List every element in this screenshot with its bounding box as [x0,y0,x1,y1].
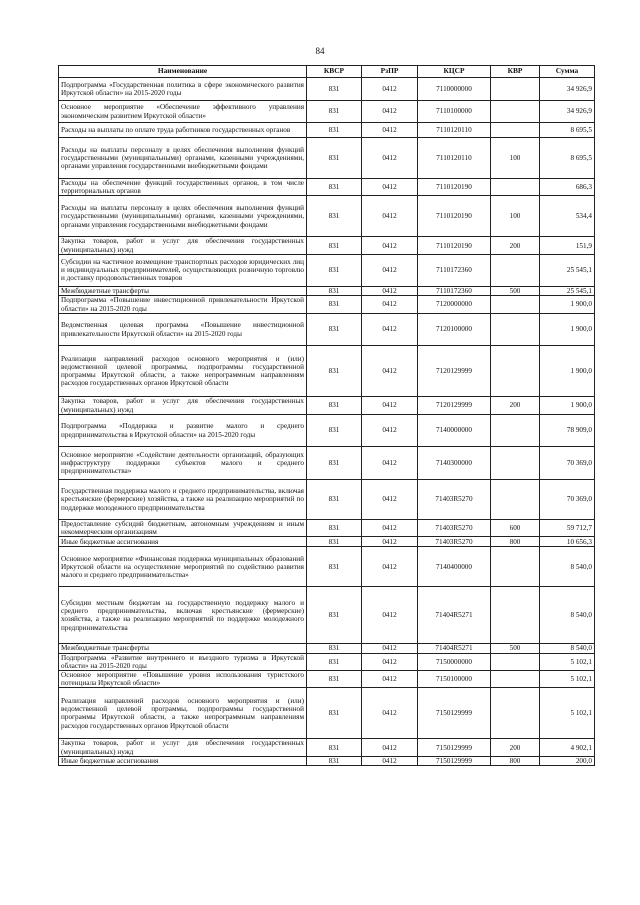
cell-name: Межбюджетные трансферты [59,644,307,653]
cell-kvsr: 831 [307,480,362,520]
cell-rzpr: 0412 [362,671,418,688]
cell-kcsr: 7110120190 [418,179,491,196]
cell-name: Основное мероприятие «Обеспечение эффективного управления экономическим развитием Иркутской области» [59,101,307,123]
cell-kvr [491,587,540,644]
cell-kvsr: 831 [307,314,362,346]
cell-rzpr: 0412 [362,739,418,756]
cell-name: Расходы на выплаты персоналу в целях обеспечения выполнения функций государственными (муниципальными) органами, казенными учреждениями, органами управления государственными внебюджетными фондами [59,196,307,237]
cell-sum: 34 926,9 [540,101,595,123]
cell-kvsr: 831 [307,237,362,254]
cell-kvsr: 831 [307,671,362,688]
cell-rzpr: 0412 [362,196,418,237]
cell-name: Основное мероприятие «Повышение уровня использования туристского потенциала Иркутской области» [59,671,307,688]
cell-kvr [491,254,540,286]
cell-kvsr: 831 [307,587,362,644]
cell-rzpr: 0412 [362,537,418,547]
cell-kvsr: 831 [307,415,362,447]
cell-sum: 8 540,0 [540,644,595,653]
cell-name: Подпрограмма «Повышение инвестиционной привлекательности Иркутской области» на 2015-2020 годы [59,296,307,314]
cell-kvr [491,179,540,196]
cell-sum: 70 369,0 [540,447,595,480]
table-row [59,314,595,346]
cell-sum: 59 712,7 [540,520,595,537]
cell-sum: 34 926,9 [540,78,595,101]
cell-kcsr: 7120000000 [418,296,491,314]
cell-sum: 8 695,5 [540,123,595,138]
cell-kvr: 200 [491,237,540,254]
cell-sum: 1 900,0 [540,314,595,346]
cell-kvr: 800 [491,537,540,547]
cell-kcsr: 7110120190 [418,237,491,254]
cell-kcsr: 7150129999 [418,739,491,756]
cell-kcsr: 7110000000 [418,78,491,101]
cell-rzpr: 0412 [362,415,418,447]
cell-kvsr: 831 [307,179,362,196]
cell-sum: 8 540,0 [540,587,595,644]
cell-kvr: 200 [491,397,540,415]
cell-kvr [491,688,540,739]
cell-kvsr: 831 [307,286,362,295]
cell-kcsr: 71403R5270 [418,520,491,537]
cell-rzpr: 0412 [362,397,418,415]
cell-kvr: 100 [491,138,540,179]
cell-kvr: 500 [491,644,540,653]
cell-sum: 5 102,1 [540,653,595,670]
table-row [59,397,595,415]
cell-rzpr: 0412 [362,123,418,138]
cell-name: Основное мероприятие «Содействие деятельности организаций, образующих инфраструктуру поддержки субъектов малого и среднего предпринимательства» [59,447,307,480]
cell-name: Реализация направлений расходов основного мероприятия и (или) ведомственной целевой программы, подпрограммы государственной программы Иркутской области, а также непрограммным направлениям расходов государственных органов Иркутской области [59,688,307,739]
table-row [59,415,595,447]
cell-kcsr: 7120129999 [418,397,491,415]
budget-table [58,65,595,766]
cell-sum: 686,3 [540,179,595,196]
cell-sum: 5 102,1 [540,688,595,739]
cell-kcsr: 7110120110 [418,123,491,138]
cell-kcsr: 71404R5271 [418,587,491,644]
cell-kvr [491,296,540,314]
table-body [59,78,595,766]
cell-sum: 70 369,0 [540,480,595,520]
cell-name: Иные бюджетные ассигнования [59,537,307,547]
table-row [59,346,595,397]
cell-rzpr: 0412 [362,101,418,123]
cell-sum: 151,9 [540,237,595,254]
table-row [59,480,595,520]
cell-rzpr: 0412 [362,237,418,254]
cell-kvr [491,123,540,138]
cell-name: Межбюджетные трансферты [59,286,307,295]
page-number: 84 [315,46,325,56]
cell-kvsr: 831 [307,138,362,179]
cell-name: Иные бюджетные ассигнования [59,756,307,765]
cell-rzpr: 0412 [362,447,418,480]
table-row [59,447,595,480]
cell-kcsr: 71404R5271 [418,644,491,653]
cell-name: Субсидии местным бюджетам на государственную поддержку малого и среднего предпринимательства, включая крестьянские (фермерские) хозяйства, а также на реализацию мероприятий по поддержке молодежного предпринимательства [59,587,307,644]
cell-rzpr: 0412 [362,688,418,739]
cell-sum: 25 545,1 [540,286,595,295]
table-row [59,739,595,756]
cell-rzpr: 0412 [362,138,418,179]
cell-rzpr: 0412 [362,480,418,520]
cell-kvr [491,671,540,688]
cell-kvsr: 831 [307,520,362,537]
cell-kvr: 600 [491,520,540,537]
table-row [59,671,595,688]
cell-kvsr: 831 [307,547,362,587]
cell-name: Расходы на выплаты персоналу в целях обеспечения выполнения функций государственными (муниципальными) органами, казенными учреждениями, органами управления государственными внебюджетными фондами [59,138,307,179]
cell-name: Подпрограмма «Поддержка и развитие малого и среднего предпринимательства в Иркутской области» на 2015-2020 годы [59,415,307,447]
header-kvr: КВР [491,66,540,78]
cell-kvsr: 831 [307,537,362,547]
cell-kvsr: 831 [307,78,362,101]
table-row [59,78,595,101]
cell-kcsr: 7140400000 [418,547,491,587]
cell-kcsr: 7110100000 [418,101,491,123]
cell-name: Закупка товаров, работ и услуг для обеспечения государственных (муниципальных) нужд [59,739,307,756]
cell-rzpr: 0412 [362,179,418,196]
cell-rzpr: 0412 [362,314,418,346]
table-header [59,66,595,78]
header-name: Наименование [59,66,307,78]
table-row [59,254,595,286]
cell-name: Подпрограмма «Государственная политика в сфере экономического развития Иркутской области» на 2015-2020 годы [59,78,307,101]
cell-sum: 1 900,0 [540,296,595,314]
table-row [59,296,595,314]
table-row [59,179,595,196]
table-row [59,688,595,739]
cell-name: Расходы на обеспечение функций государственных органов, в том числе территориальных органов [59,179,307,196]
cell-kvsr: 831 [307,101,362,123]
cell-kcsr: 7110172360 [418,286,491,295]
cell-kcsr: 7150129999 [418,756,491,765]
cell-kvsr: 831 [307,397,362,415]
table-row [59,756,595,765]
cell-sum: 8 695,5 [540,138,595,179]
cell-kcsr: 7140000000 [418,415,491,447]
cell-sum: 1 900,0 [540,397,595,415]
cell-name: Государственная поддержка малого и среднего предпринимательства, включая крестьянские (фермерские) хозяйства, а также на реализацию мероприятий по поддержке молодежного предпринимательства [59,480,307,520]
cell-kvsr: 831 [307,653,362,670]
cell-kvr [491,415,540,447]
header-kcsr: КЦСР [418,66,491,78]
table-row [59,587,595,644]
cell-kvr [491,653,540,670]
cell-rzpr: 0412 [362,653,418,670]
cell-kcsr: 7120100000 [418,314,491,346]
cell-sum: 200,0 [540,756,595,765]
cell-sum: 1 900,0 [540,346,595,397]
cell-kvsr: 831 [307,346,362,397]
cell-kvr [491,346,540,397]
cell-name: Закупка товаров, работ и услуг для обеспечения государственных (муниципальных) нужд [59,397,307,415]
cell-kvr [491,78,540,101]
cell-sum: 8 540,0 [540,547,595,587]
cell-kvr [491,314,540,346]
cell-sum: 78 909,0 [540,415,595,447]
cell-kcsr: 7150129999 [418,688,491,739]
cell-rzpr: 0412 [362,346,418,397]
header-sum: Сумма [540,66,595,78]
cell-sum: 534,4 [540,196,595,237]
cell-rzpr: 0412 [362,254,418,286]
table-row [59,237,595,254]
cell-kvr [491,480,540,520]
cell-kvsr: 831 [307,756,362,765]
cell-rzpr: 0412 [362,547,418,587]
cell-name: Предоставление субсидий бюджетным, автономным учреждениям и иным некоммерческим организациям [59,520,307,537]
table-row [59,653,595,670]
cell-kvr: 800 [491,756,540,765]
cell-kcsr: 7110120190 [418,196,491,237]
table-row [59,537,595,547]
cell-kvr [491,447,540,480]
cell-rzpr: 0412 [362,520,418,537]
cell-kvsr: 831 [307,123,362,138]
cell-kvsr: 831 [307,739,362,756]
cell-name: Субсидии на частичное возмещение транспортных расходов юридических лиц и индивидуальных предпринимателей, осуществляющих розничную торговлю и доставку продовольственных товаров [59,254,307,286]
table-row [59,286,595,295]
cell-rzpr: 0412 [362,644,418,653]
cell-name: Закупка товаров, работ и услуг для обеспечения государственных (муниципальных) нужд [59,237,307,254]
cell-rzpr: 0412 [362,78,418,101]
cell-kvr: 200 [491,739,540,756]
table-row [59,644,595,653]
table-row [59,547,595,587]
cell-name: Подпрограмма «Развитие внутреннего и въездного туризма в Иркутской области» на 2015-2020 годы [59,653,307,670]
cell-kcsr: 7140300000 [418,447,491,480]
table-row [59,196,595,237]
cell-name: Основное мероприятие «Финансовая поддержка муниципальных образований Иркутской области на осуществление мероприятий по содействию развития малого и среднего предпринимательства» [59,547,307,587]
header-row [59,66,595,78]
cell-kvsr: 831 [307,447,362,480]
cell-rzpr: 0412 [362,286,418,295]
cell-kvsr: 831 [307,296,362,314]
cell-name: Реализация направлений расходов основного мероприятия и (или) ведомственной целевой программы, подпрограммы государственной программы Иркутской области, а также непрограммным направлениям расходов государственных органов Иркутской области [59,346,307,397]
header-rzpr: РзПР [362,66,418,78]
table-row [59,101,595,123]
table-row [59,123,595,138]
cell-kvsr: 831 [307,254,362,286]
cell-kvr [491,101,540,123]
cell-name: Ведомственная целевая программа «Повышение инвестиционной привлекательности Иркутской области» на 2015-2020 годы [59,314,307,346]
cell-rzpr: 0412 [362,587,418,644]
cell-kvsr: 831 [307,644,362,653]
cell-sum: 10 656,3 [540,537,595,547]
cell-kcsr: 7150000000 [418,653,491,670]
cell-rzpr: 0412 [362,756,418,765]
cell-kvr [491,547,540,587]
header-kvsr: КВСР [307,66,362,78]
cell-kcsr: 71403R5270 [418,537,491,547]
cell-kvr: 500 [491,286,540,295]
cell-kvsr: 831 [307,196,362,237]
cell-kcsr: 7110172360 [418,254,491,286]
cell-sum: 25 545,1 [540,254,595,286]
cell-kcsr: 71403R5270 [418,480,491,520]
cell-kcsr: 7120129999 [418,346,491,397]
cell-kvsr: 831 [307,688,362,739]
cell-name: Расходы на выплаты по оплате труда работников государственных органов [59,123,307,138]
cell-sum: 4 902,1 [540,739,595,756]
cell-kvr: 100 [491,196,540,237]
cell-sum: 5 102,1 [540,671,595,688]
cell-kcsr: 7110120110 [418,138,491,179]
cell-kcsr: 7150100000 [418,671,491,688]
table-row [59,520,595,537]
cell-rzpr: 0412 [362,296,418,314]
table-row [59,138,595,179]
